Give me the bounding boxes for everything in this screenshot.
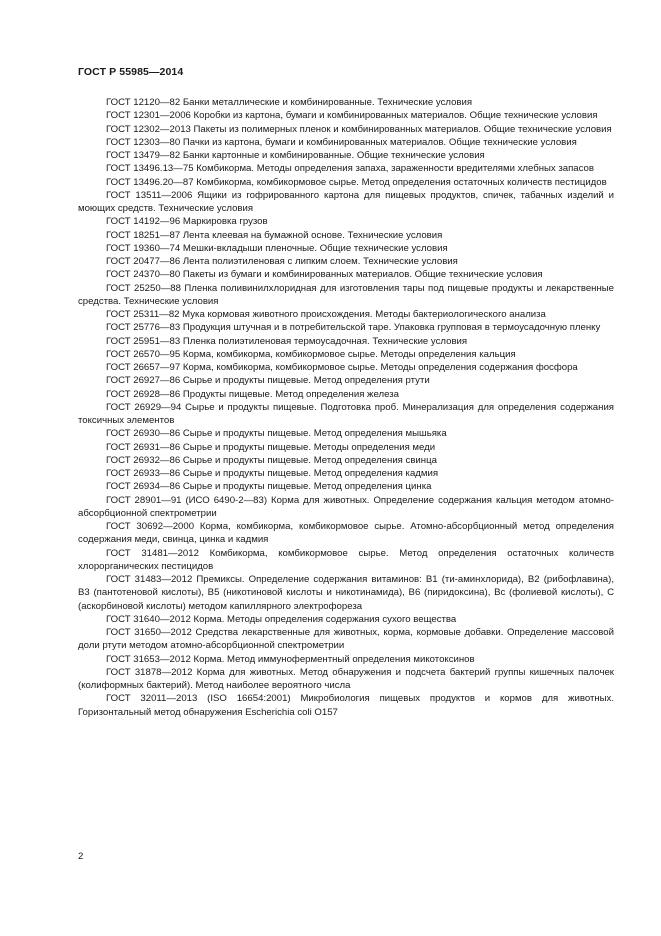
reference-item: ГОСТ 24370—80 Пакеты из бумаги и комбинированных материалов. Общие технические условия [106,269,543,281]
reference-item: ГОСТ 13496.13—75 Комбикорма. Методы определения запаха, зараженности вредителями хлебных запасов [106,163,594,175]
reference-item: ГОСТ 25311—82 Мука кормовая животного происхождения. Методы бактериологического анализа [106,309,546,320]
reference-item: ГОСТ 31640—2012 Корма. Методы определения содержания сухого вещества [106,613,457,625]
reference-item: ГОСТ 26657—97 Корма, комбикорма, комбикормовое сырье. Методы определения содержания фосфора [106,362,578,373]
reference-item: ГОСТ 31653—2012 Корма. Метод иммуноферментный определения микотоксинов [106,653,475,665]
reference-item: ГОСТ 26931—86 Сырье и продукты пищевые. Методы определения меди [106,441,436,453]
reference-item: ГОСТ 13511—2006 Ящики из гофрированного картона для пищевых продуктов, спичек, табачных изделий и моющих средств. Технические условия [78,189,614,214]
page-header: ГОСТ Р 55985—2014 [78,66,184,78]
reference-item: ГОСТ 14192—96 Маркировка грузов [106,216,268,228]
reference-item: ГОСТ 31650—2012 Средства лекарственные для животных, корма, кормовые добавки. Определение массовой доли ртути методом атомно-абсорбционной спектрометрии [78,627,614,652]
reference-list [78,96,614,719]
reference-item: ГОСТ 30692—2000 Корма, комбикорма, комбикормовое сырье. Атомно-абсорбционный метод определения содержания меди, свинца, цинка и кадмия [78,521,614,546]
reference-item: ГОСТ 25776—83 Продукция штучная и в потребительской таре. Упаковка групповая в термоусадочную пленку [106,322,601,334]
reference-item: ГОСТ 12120—82 Банки металлические и комбинированные. Технические условия [106,97,473,108]
reference-item: ГОСТ 26927—86 Сырье и продукты пищевые. Метод определения ртути [106,375,430,387]
reference-item: ГОСТ 26933—86 Сырье и продукты пищевые. Метод определения кадмия [106,468,439,479]
reference-item: ГОСТ 26929—94 Сырье и продукты пищевые. Подготовка проб. Минерализация для определения содержания токсичных элементов [78,401,614,426]
reference-item: ГОСТ 28901—91 (ИСО 6490-2—83) Корма для животных. Определение содержания кальция методом атомно-абсорбционной спектрометрии [78,494,614,519]
reference-item: ГОСТ 26930—86 Сырье и продукты пищевые. Метод определения мышьяка [106,428,447,440]
reference-item: ГОСТ 31481—2012 Комбикорма, комбикормовое сырье. Метод определения остаточных количеств хлорорганических пестицидов [78,547,614,572]
reference-item: ГОСТ 18251—87 Лента клеевая на бумажной основе. Технические условия [106,229,443,241]
reference-item: ГОСТ 12303—80 Пачки из картона, бумаги и комбинированных материалов. Общие технические условия [106,136,577,148]
reference-item: ГОСТ 12301—2006 Коробки из картона, бумаги и комбинированных материалов. Общие технические условия [106,110,598,122]
reference-item: ГОСТ 31878—2012 Корма для животных. Метод обнаружения и подсчета бактерий группы кишечных палочек (колиформных бактерий). Метод наиболее вероятного числа [78,666,614,691]
page-number: 2 [78,851,84,862]
reference-item: ГОСТ 25250—88 Пленка поливинилхлоридная для изготовления тары под пищевые продукты и лекарственные средства. Технические условия [78,282,614,307]
reference-item: ГОСТ 25951—83 Пленка полиэтиленовая термоусадочная. Технические условия [106,335,468,347]
reference-item: ГОСТ 32011—2013 (ISO 16654:2001) Микробиология пищевых продуктов и кормов для животных. Горизонтальный метод обнаружения Escherichia coli O157 [78,693,614,718]
reference-item: ГОСТ 20477—86 Лента полиэтиленовая с липким слоем. Технические условия [106,256,458,267]
reference-item: ГОСТ 12302—2013 Пакеты из полимерных пленок и комбинированных материалов. Общие технические условия [106,123,612,135]
reference-item: ГОСТ 13496.20—87 Комбикорма, комбикормовое сырье. Метод определения остаточных количеств пестицидов [106,176,607,188]
reference-item: ГОСТ 19360—74 Мешки-вкладыши пленочные. Общие технические условия [106,242,448,254]
reference-item: ГОСТ 26570—95 Корма, комбикорма, комбикормовое сырье. Методы определения кальция [106,348,516,360]
reference-item: ГОСТ 26928—86 Продукты пищевые. Метод определения железа [106,388,399,400]
reference-item: ГОСТ 13479—82 Банки картонные и комбинированные. Общие технические условия [106,150,485,161]
reference-item: ГОСТ 26934—86 Сырье и продукты пищевые. Метод определения цинка [106,481,432,493]
reference-item: ГОСТ 26932—86 Сырье и продукты пищевые. Метод определения свинца [106,454,437,466]
reference-item: ГОСТ 31483—2012 Премиксы. Определение содержания витаминов: B1 (ти-аминхлорида), B2 (рибофлавина), B3 (пантотеновой кислоты), B5 (никотиновой кислоты и никотинамида), B6 (пиридоксина), Bc (фолиевой кислоты), C (аскорбиновой кислоты) методом капиллярного электрофореза [78,574,614,612]
